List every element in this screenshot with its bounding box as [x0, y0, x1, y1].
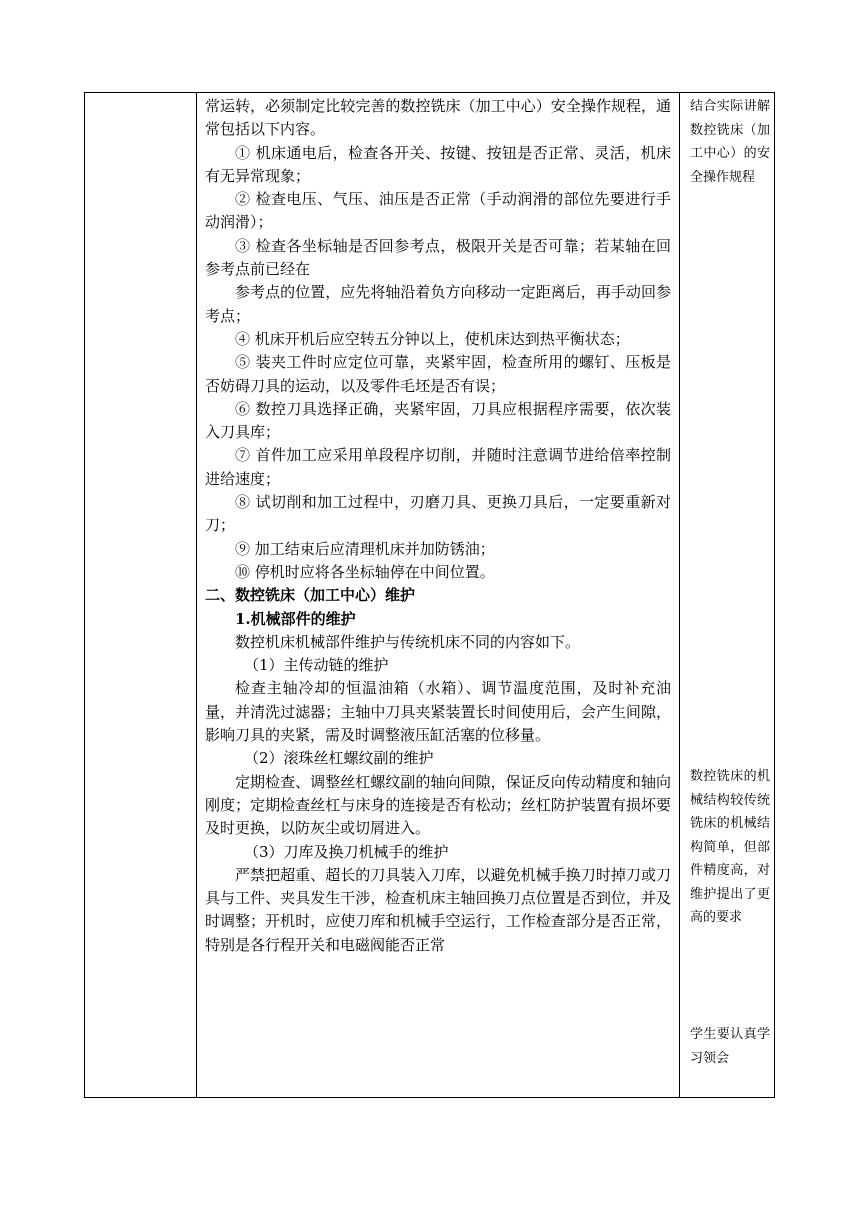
- paragraph: 定期检查、调整丝杠螺纹副的轴向间隙，保证反向传动精度和轴向刚度；定期检查丝杠与床身的连接是否有松动；丝杠防护装置有损坏要及时更换，以防灰尘或切屑进入。: [205, 772, 671, 838]
- item-heading: （3）刀库及换刀机械手的维护: [244, 842, 449, 861]
- side-note-safety: [690, 95, 770, 189]
- main-content-cell: [205, 95, 671, 957]
- item-heading: （2）滚珠丝杠螺纹副的维护: [244, 749, 434, 768]
- paragraph: 常运转，必须制定比较完善的数控铣床（加工中心）安全操作规程，通常包括以下内容。: [205, 97, 671, 139]
- paragraph: ⑧ 试切削和加工过程中，刃磨刀具、更换刀具后，一定要重新对刀；: [205, 493, 671, 535]
- paragraph: ⑩ 停机时应将各坐标轴停在中间位置。: [235, 562, 495, 581]
- paragraph: ① 机床通电后，检查各开关、按键、按钮是否正常、灵活，机床有无异常现象；: [205, 143, 671, 185]
- document-table: [84, 92, 775, 1098]
- side-note-text: 学生要认真学习领会: [690, 1027, 770, 1066]
- subsection-heading: 1.机械部件的维护: [235, 609, 356, 628]
- side-note-study: [690, 1023, 770, 1070]
- section-heading: 二、数控铣床（加工中心）维护: [205, 586, 416, 605]
- paragraph: ⑥ 数控刀具选择正确，夹紧牢固，刀具应根据程序需要，依次装入刀具库；: [205, 399, 671, 442]
- paragraph: ⑦ 首件加工应采用单段程序切削，并随时注意调节进给倍率控制进给速度；: [205, 446, 671, 488]
- paragraph: 严禁把超重、超长的刀具装入刀库，以避免机械手换刀时掉刀或刀具与工件、夹具发生干涉，检查机床主轴回换刀点位置是否到位，并及时调整；开机时，应使刀库和机械手空运行，工作检查部分是否正常，特别是各行程开关和电磁阀能否正常: [205, 865, 671, 954]
- paragraph: ⑨ 加工结束后应清理机床并加防锈油；: [235, 539, 495, 558]
- item-heading: （1）主传动链的维护: [244, 656, 389, 675]
- column-divider-right: [679, 93, 680, 1097]
- paragraph: 参考点的位置，应先将轴沿着负方向移动一定距离后，再手动回参考点；: [205, 283, 671, 325]
- side-note-structure: [690, 765, 770, 930]
- paragraph: ③ 检查各坐标轴是否回参考点，极限开关是否可靠；若某轴在回参考点前已经在: [205, 236, 671, 279]
- paragraph: ⑤ 装夹工件时应定位可靠，夹紧牢固，检查所用的螺钉、压板是否妨碍刀具的运动，以及零件毛坯是否有误；: [205, 353, 671, 395]
- column-divider-left: [196, 93, 197, 1097]
- paragraph: ② 检查电压、气压、油压是否正常（手动润滑的部位先要进行手动润滑）；: [205, 190, 671, 232]
- side-note-text: 结合实际讲解数控铣床（加工中心）的安全操作规程: [690, 99, 770, 185]
- paragraph: 数控机床机械部件维护与传统机床不同的内容如下。: [235, 632, 581, 651]
- side-note-text: 数控铣床的机械结构较传统铣床的机械结构简单，但部件精度高，对维护提出了更高的要求: [690, 769, 770, 925]
- paragraph: ④ 机床开机后应空转五分钟以上，使机床达到热平衡状态；: [235, 329, 630, 348]
- paragraph: 检查主轴冷却的恒温油箱（水箱）、调节温度范围，及时补充油量，并清洗过滤器；主轴中刀具夹紧装置长时间使用后，会产生间隙，影响刀具的夹紧，需及时调整液压缸活塞的位移量。: [205, 679, 671, 745]
